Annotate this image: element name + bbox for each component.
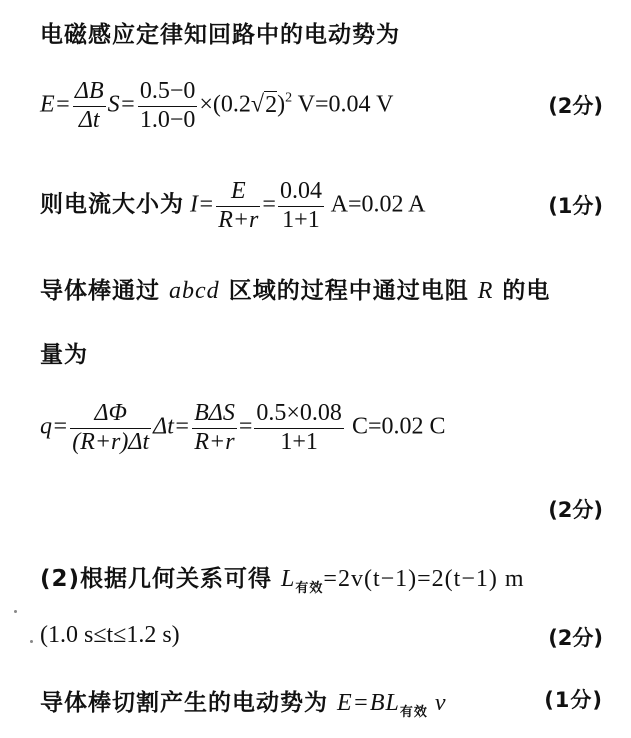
eq2-fraction-1 xyxy=(216,178,260,234)
charge-intro-a: 导体棒通过 xyxy=(40,278,160,304)
eq1-f2-num: 0.5−0 xyxy=(138,78,198,107)
text-line-emf-intro xyxy=(40,16,603,49)
text-line-charge-intro-2 xyxy=(40,336,603,369)
eq3-f2-num: BΔS xyxy=(192,400,237,429)
eq3-fraction-3 xyxy=(254,400,344,456)
equation-current xyxy=(40,178,603,234)
eq1-fraction-1 xyxy=(73,78,106,134)
eq1-f1-den: Δt xyxy=(78,106,100,133)
charge-intro-abcd: abcd xyxy=(169,278,220,304)
eq1-close: ) xyxy=(277,91,286,118)
eq1-mid2: ×(0.2 xyxy=(199,91,251,118)
sub-effective-2: 有效 xyxy=(399,705,428,720)
charge-intro-2-text: 量为 xyxy=(40,342,88,368)
score-time-range: (2分) xyxy=(548,626,603,650)
eq2-f2-den: 1+1 xyxy=(282,206,320,233)
sub-effective: 有效 xyxy=(295,581,324,596)
text-line-time-range xyxy=(40,622,603,649)
eq2-f1-den: R+r xyxy=(218,206,259,233)
eq2-tail: A=0.02 A xyxy=(325,191,426,218)
score-cut-emf: (1分) xyxy=(544,688,603,712)
geometry-equation: $L_{有效}=2v(t-1)=2(t-1)$ m xyxy=(281,566,525,596)
eq1-f1-num: ΔB xyxy=(73,78,106,107)
eq3-f3-num: 0.5×0.08 xyxy=(254,400,344,429)
cut-emf-v: v xyxy=(434,690,447,716)
eq1-mid1: S= xyxy=(107,91,136,118)
score-eq2: (1分) xyxy=(548,194,603,218)
eq3-f1-den: (R+r)Δt xyxy=(72,428,150,455)
cut-emf-lhs: E=BL xyxy=(337,690,400,716)
time-range-text: (1.0 s≤t≤1.2 s) xyxy=(40,622,180,648)
eq1-f2-den: 1.0−0 xyxy=(139,106,196,133)
charge-intro-R: R xyxy=(477,278,494,304)
score-eq1: (2分) xyxy=(548,94,603,118)
eq3-lhs: q= xyxy=(40,413,69,440)
eq3-tail: C=0.02 C xyxy=(345,413,446,440)
eq2-fraction-2 xyxy=(278,178,324,234)
equation-emf xyxy=(40,78,603,134)
charge-intro-e: 的电 xyxy=(502,278,551,304)
eq1-lhs: E= xyxy=(40,91,71,118)
equation-charge xyxy=(40,400,603,456)
text-line-geometry xyxy=(40,560,603,596)
eq1-power: 2 xyxy=(285,90,293,106)
text-line-cut-emf xyxy=(40,684,603,720)
eq1-tail: V=0.04 V xyxy=(292,91,394,118)
eq3-f3-den: 1+1 xyxy=(280,428,318,455)
geometry-equation-rhs: =2v(t−1)=2(t−1) m xyxy=(323,566,525,592)
text-line-charge-intro xyxy=(40,272,603,305)
charge-intro-c: 区域的过程中通过电阻 xyxy=(228,278,469,304)
eq1-sqrt-arg: 2 xyxy=(265,91,278,118)
eq3-equals: = xyxy=(238,413,253,440)
eq2-prefix: 则电流大小为 xyxy=(40,191,184,218)
eq3-fraction-1 xyxy=(70,400,151,456)
scan-speck xyxy=(14,610,17,613)
score-eq3: (2分) xyxy=(548,498,603,522)
eq2-lhs: I= xyxy=(190,191,215,218)
eq1-fraction-2 xyxy=(138,78,198,134)
eq2-f1-num: E xyxy=(216,178,260,207)
eq2-f2-num: 0.04 xyxy=(278,178,324,207)
score-line-eq3 xyxy=(40,494,603,524)
scan-speck xyxy=(30,640,33,643)
eq3-f2-den: R+r xyxy=(194,428,235,455)
emf-intro-text: 电磁感应定律知回路中的电动势为 xyxy=(40,22,400,48)
eq3-fraction-2 xyxy=(192,400,237,456)
eq3-mid: Δt= xyxy=(153,413,191,440)
eq2-equals: = xyxy=(262,191,276,218)
cut-emf-equation xyxy=(337,690,447,720)
cut-emf-text: 导体棒切割产生的电动势为 xyxy=(40,690,328,716)
geometry-text: (2)根据几何关系可得 xyxy=(40,566,273,592)
eq3-f1-num: ΔΦ xyxy=(70,400,151,429)
sqrt-sign-icon: √ xyxy=(250,91,265,118)
